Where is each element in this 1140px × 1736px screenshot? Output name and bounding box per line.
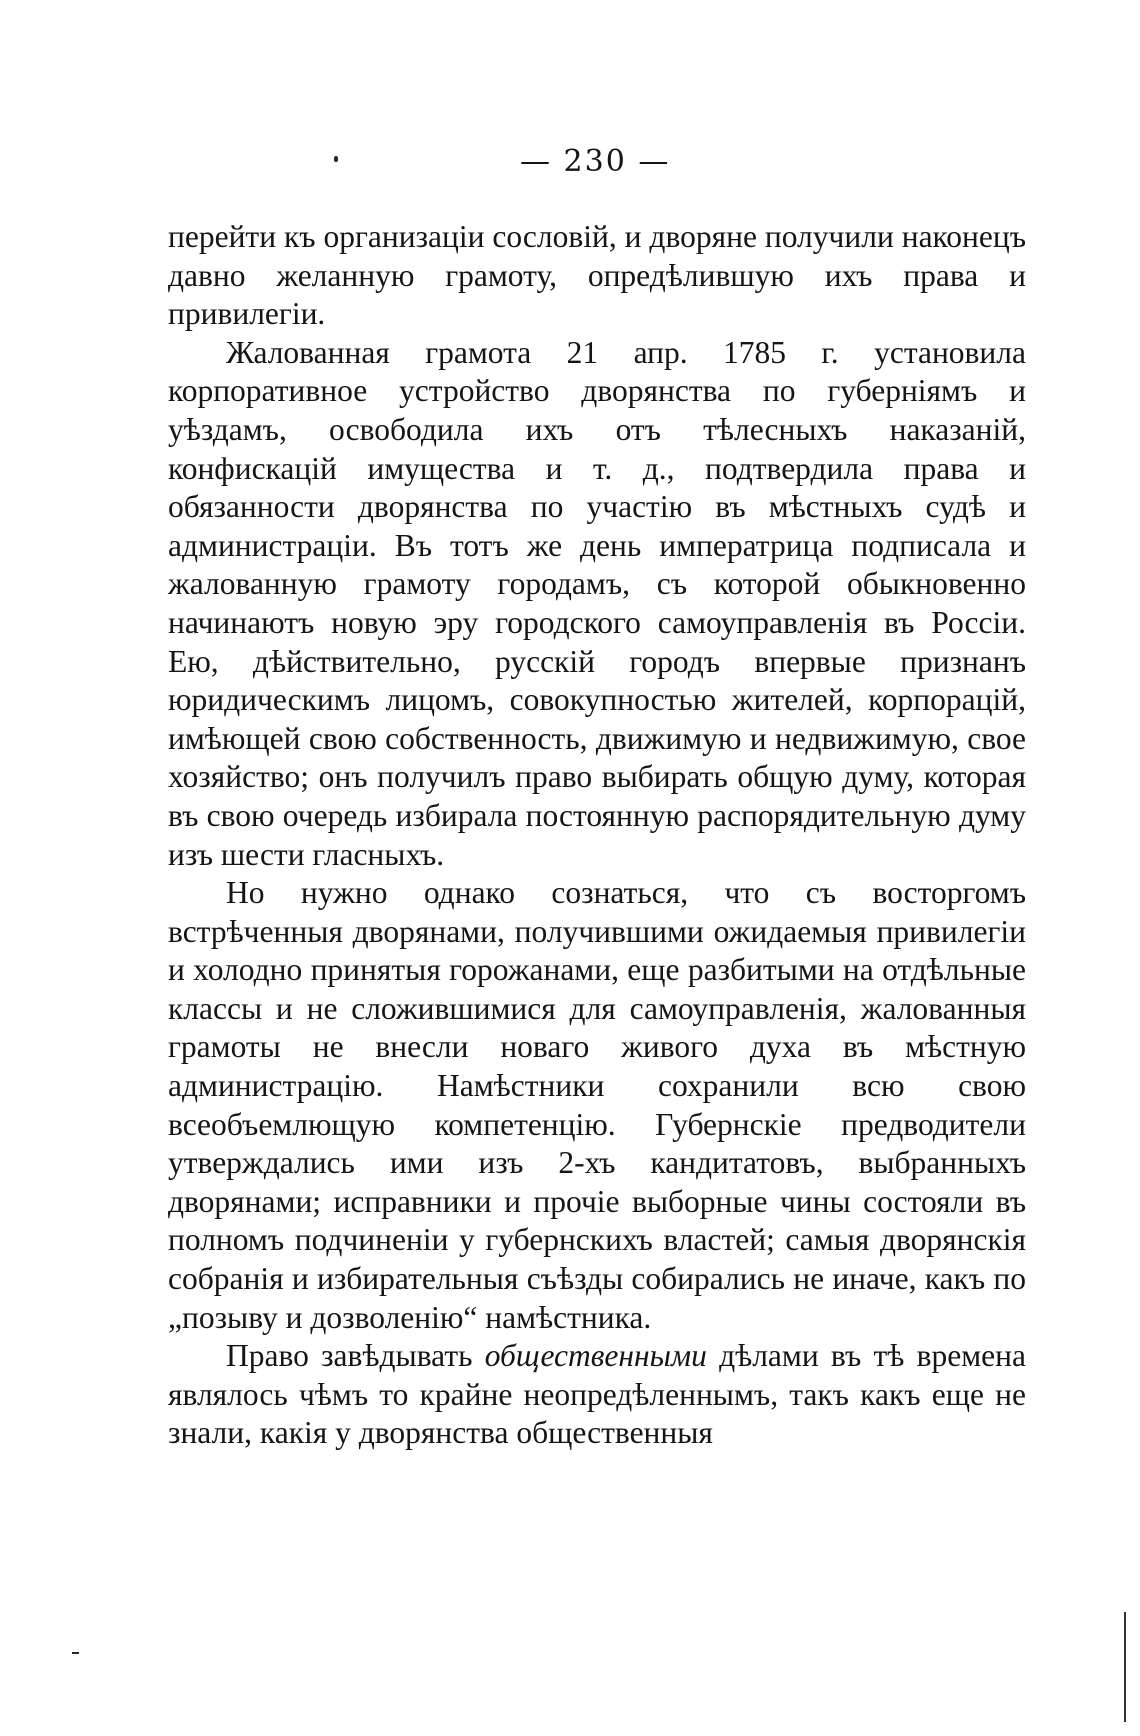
italic-emphasis: общественными (484, 1338, 707, 1374)
scan-speck (334, 156, 338, 162)
paragraph-public-affairs (168, 1337, 1026, 1453)
page-number: — 230 — (520, 144, 671, 179)
page-body-text (168, 218, 1026, 1453)
scan-edge-mark (1124, 1612, 1126, 1722)
paragraph-public-affairs-rest: дѣлами въ тѣ времена являлось чѣмъ то крайне неопредѣленнымъ, такъ какъ еще не знали, какія у дворянства общественныя (168, 1338, 1026, 1451)
paragraph-continuation: перейти къ организаціи сословій, и дворяне получили наконецъ давно желанную грамоту, опредѣлившую ихъ права и привилегіи. (168, 219, 1026, 332)
paragraph-charter: Жалованная грамота 21 апр. 1785 г. установила корпоративное устройство дворянства по губерніямъ и уѣздамъ, освободила ихъ отъ тѣлесныхъ наказаній, конфискацій имущества и т. д., подтвердила права и обязанности дворянства по участію въ мѣстныхъ судѣ и администраціи. Въ тотъ же день императрица подписала и жалованную грамоту городамъ, съ которой обыкновенно начинаютъ новую эру городского самоуправленія въ Россіи. Ею, дѣйствительно, русскій городъ впервые признанъ юридическимъ лицомъ, совокупностью жителей, корпорацій, имѣющей свою собственность, движимую и недвижимую, свое хозяйство; онъ получилъ право выбирать общую думу, которая въ свою очередь избирала постоянную распорядительную думу изъ шести гласныхъ. (168, 334, 1026, 872)
paragraph-public-affairs-start: Право завѣдывать (226, 1338, 473, 1374)
paragraph-reception: Но нужно однако сознаться, что съ восторгомъ встрѣченныя дворянами, получившими ожидаемыя привилегіи и холодно принятыя горожанами, еще разбитыми на отдѣльные классы и не сложившимися для самоуправленія, жалованныя грамоты не внесли новаго живого духа въ мѣстную администрацію. Намѣстники сохранили всю свою всеобъемлющую компетенцію. Губернскіе предводители утверждались ими изъ 2-хъ кандитатовъ, выбранныхъ дворянами; исправники и прочіе выборные чины состояли въ полномъ подчиненіи у губернскихъ властей; самыя дворянскія собранія и избирательныя съѣзды собирались не иначе, какъ по „позыву и дозволенію“ намѣстника. (168, 875, 1026, 1335)
scan-speck (72, 1652, 79, 1654)
